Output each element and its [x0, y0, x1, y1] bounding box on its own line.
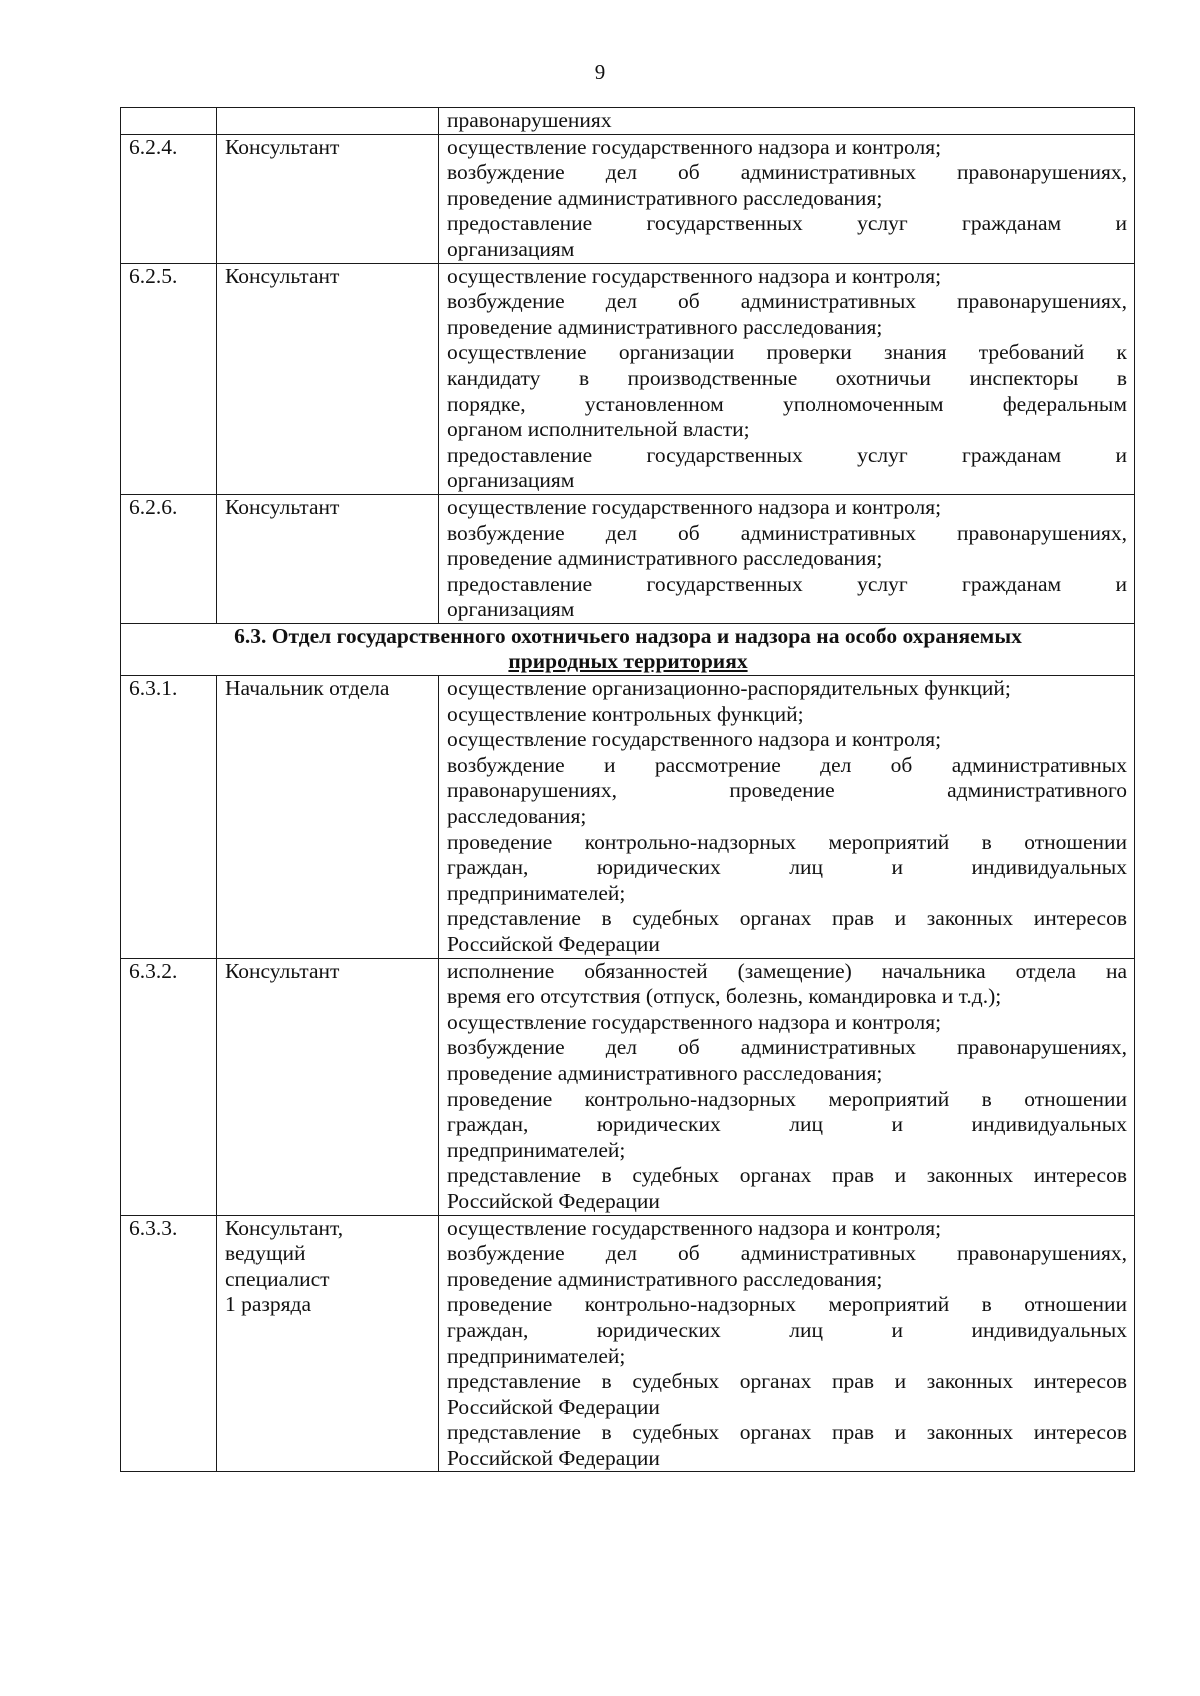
duty-line: проведение контрольно-надзорных мероприятий в отношении	[447, 829, 1127, 854]
duty-line: предоставление государственных услуг гражданам и	[447, 442, 1127, 467]
duty-line: предоставление государственных услуг гражданам и	[447, 571, 1127, 596]
position-title-line: ведущий	[225, 1241, 306, 1266]
duty-line: граждан, юридических лиц и индивидуальных	[447, 1112, 1127, 1137]
duty-line: предпринимателей;	[447, 1343, 626, 1368]
position-duties	[439, 494, 1135, 623]
position-number: 6.2.5.	[121, 263, 217, 494]
duty-line: граждан, юридических лиц и индивидуальных	[447, 855, 1127, 880]
position-number: 6.3.2.	[121, 958, 217, 1215]
duty-line: проведение административного расследования;	[447, 1060, 883, 1085]
position-title	[217, 958, 439, 1215]
duty-line: проведение административного расследования;	[447, 546, 883, 571]
position-duties	[439, 263, 1135, 494]
position-row	[121, 494, 1135, 623]
position-title-line: Начальник отдела	[225, 676, 390, 701]
position-row	[121, 676, 1135, 959]
duty-line: организациям	[447, 597, 575, 622]
duty-line: правонарушениях, проведение административного	[447, 778, 1127, 803]
positions-table	[120, 107, 1135, 1472]
position-title	[217, 263, 439, 494]
position-title	[217, 108, 439, 135]
duty-line: органом исполнительной власти;	[447, 417, 750, 442]
position-number: 6.3.1.	[121, 676, 217, 959]
position-row	[121, 958, 1135, 1215]
position-title	[217, 134, 439, 263]
position-row	[121, 1215, 1135, 1472]
duty-line: представление в судебных органах прав и законных интересов	[447, 906, 1127, 931]
duty-line: проведение административного расследования;	[447, 185, 883, 210]
section-header	[121, 623, 1135, 675]
duty-line: расследования;	[447, 804, 587, 829]
position-duties	[439, 958, 1135, 1215]
duty-line: осуществление государственного надзора и контроля;	[447, 263, 942, 288]
position-title-line: Консультант	[225, 958, 340, 983]
duty-line: осуществление государственного надзора и контроля;	[447, 1009, 942, 1034]
duty-line: организациям	[447, 236, 575, 261]
duty-line: возбуждение дел об административных правонарушениях,	[447, 1035, 1127, 1060]
position-title-line: Консультант	[225, 494, 340, 519]
duty-line: исполнение обязанностей (замещение) начальника отдела на	[447, 958, 1127, 983]
duty-line: Российской Федерации	[447, 1445, 660, 1470]
duty-line: предпринимателей;	[447, 1137, 626, 1162]
position-duties	[439, 676, 1135, 959]
position-duties	[439, 1215, 1135, 1472]
duty-line: возбуждение дел об административных правонарушениях,	[447, 520, 1127, 545]
position-row	[121, 108, 1135, 135]
position-number: 6.3.3.	[121, 1215, 217, 1472]
duty-line: правонарушениях	[447, 108, 612, 132]
duty-line: проведение административного расследования;	[447, 1266, 883, 1291]
duty-line: возбуждение дел об административных правонарушениях,	[447, 160, 1127, 185]
duty-line: Российской Федерации	[447, 1394, 660, 1419]
duty-line: предоставление государственных услуг гражданам и	[447, 211, 1127, 236]
duty-line: осуществление контрольных функций;	[447, 701, 804, 726]
position-number	[121, 108, 217, 135]
duty-line: осуществление государственного надзора и контроля;	[447, 134, 942, 159]
duty-line: порядке, установленном уполномоченным федеральным	[447, 391, 1127, 416]
positions-table-body	[121, 108, 1135, 1472]
position-title-line: Консультант	[225, 134, 340, 159]
duty-line: возбуждение дел об административных правонарушениях,	[447, 1241, 1127, 1266]
section-title-line: природных территориях	[508, 649, 748, 674]
section-header-row	[121, 623, 1135, 675]
duty-line: представление в судебных органах прав и законных интересов	[447, 1163, 1127, 1188]
duty-line: граждан, юридических лиц и индивидуальных	[447, 1317, 1127, 1342]
position-title	[217, 1215, 439, 1472]
duty-line: представление в судебных органах прав и законных интересов	[447, 1369, 1127, 1394]
duty-line: осуществление государственного надзора и контроля;	[447, 727, 942, 752]
position-title-line: специалист	[225, 1266, 330, 1291]
position-duties	[439, 134, 1135, 263]
duty-line: кандидату в производственные охотничьи инспекторы в	[447, 365, 1127, 390]
position-number: 6.2.6.	[121, 494, 217, 623]
duty-line: проведение административного расследования;	[447, 314, 883, 339]
duty-line: предпринимателей;	[447, 880, 626, 905]
duty-line: возбуждение дел об административных правонарушениях,	[447, 289, 1127, 314]
duty-line: возбуждение и рассмотрение дел об административных	[447, 752, 1127, 777]
position-number: 6.2.4.	[121, 134, 217, 263]
page-number: 9	[594, 60, 606, 84]
position-row	[121, 263, 1135, 494]
duty-line: представление в судебных органах прав и законных интересов	[447, 1420, 1127, 1445]
position-duties	[439, 108, 1135, 135]
duty-line: осуществление государственного надзора и контроля;	[447, 494, 942, 519]
position-title-line: 1 разряда	[225, 1292, 312, 1317]
duty-line: проведение контрольно-надзорных мероприятий в отношении	[447, 1292, 1127, 1317]
position-row	[121, 134, 1135, 263]
duty-line: организациям	[447, 468, 575, 493]
duty-line: Российской Федерации	[447, 932, 660, 956]
duty-line: осуществление организации проверки знания требований к	[447, 340, 1127, 365]
duty-line: проведение контрольно-надзорных мероприятий в отношении	[447, 1086, 1127, 1111]
duty-line: осуществление организационно-распорядительных функций;	[447, 676, 1011, 701]
duty-line: Российской Федерации	[447, 1188, 660, 1213]
position-title	[217, 494, 439, 623]
position-title	[217, 676, 439, 959]
position-title-line: Консультант	[225, 263, 340, 288]
duty-line: время его отсутствия (отпуск, болезнь, командировка и т.д.);	[447, 984, 1002, 1009]
section-title-line: 6.3. Отдел государственного охотничьего надзора и надзора на особо охраняемых	[234, 623, 1022, 648]
duty-line: осуществление государственного надзора и контроля;	[447, 1215, 942, 1240]
position-title-line: Консультант,	[225, 1215, 344, 1240]
